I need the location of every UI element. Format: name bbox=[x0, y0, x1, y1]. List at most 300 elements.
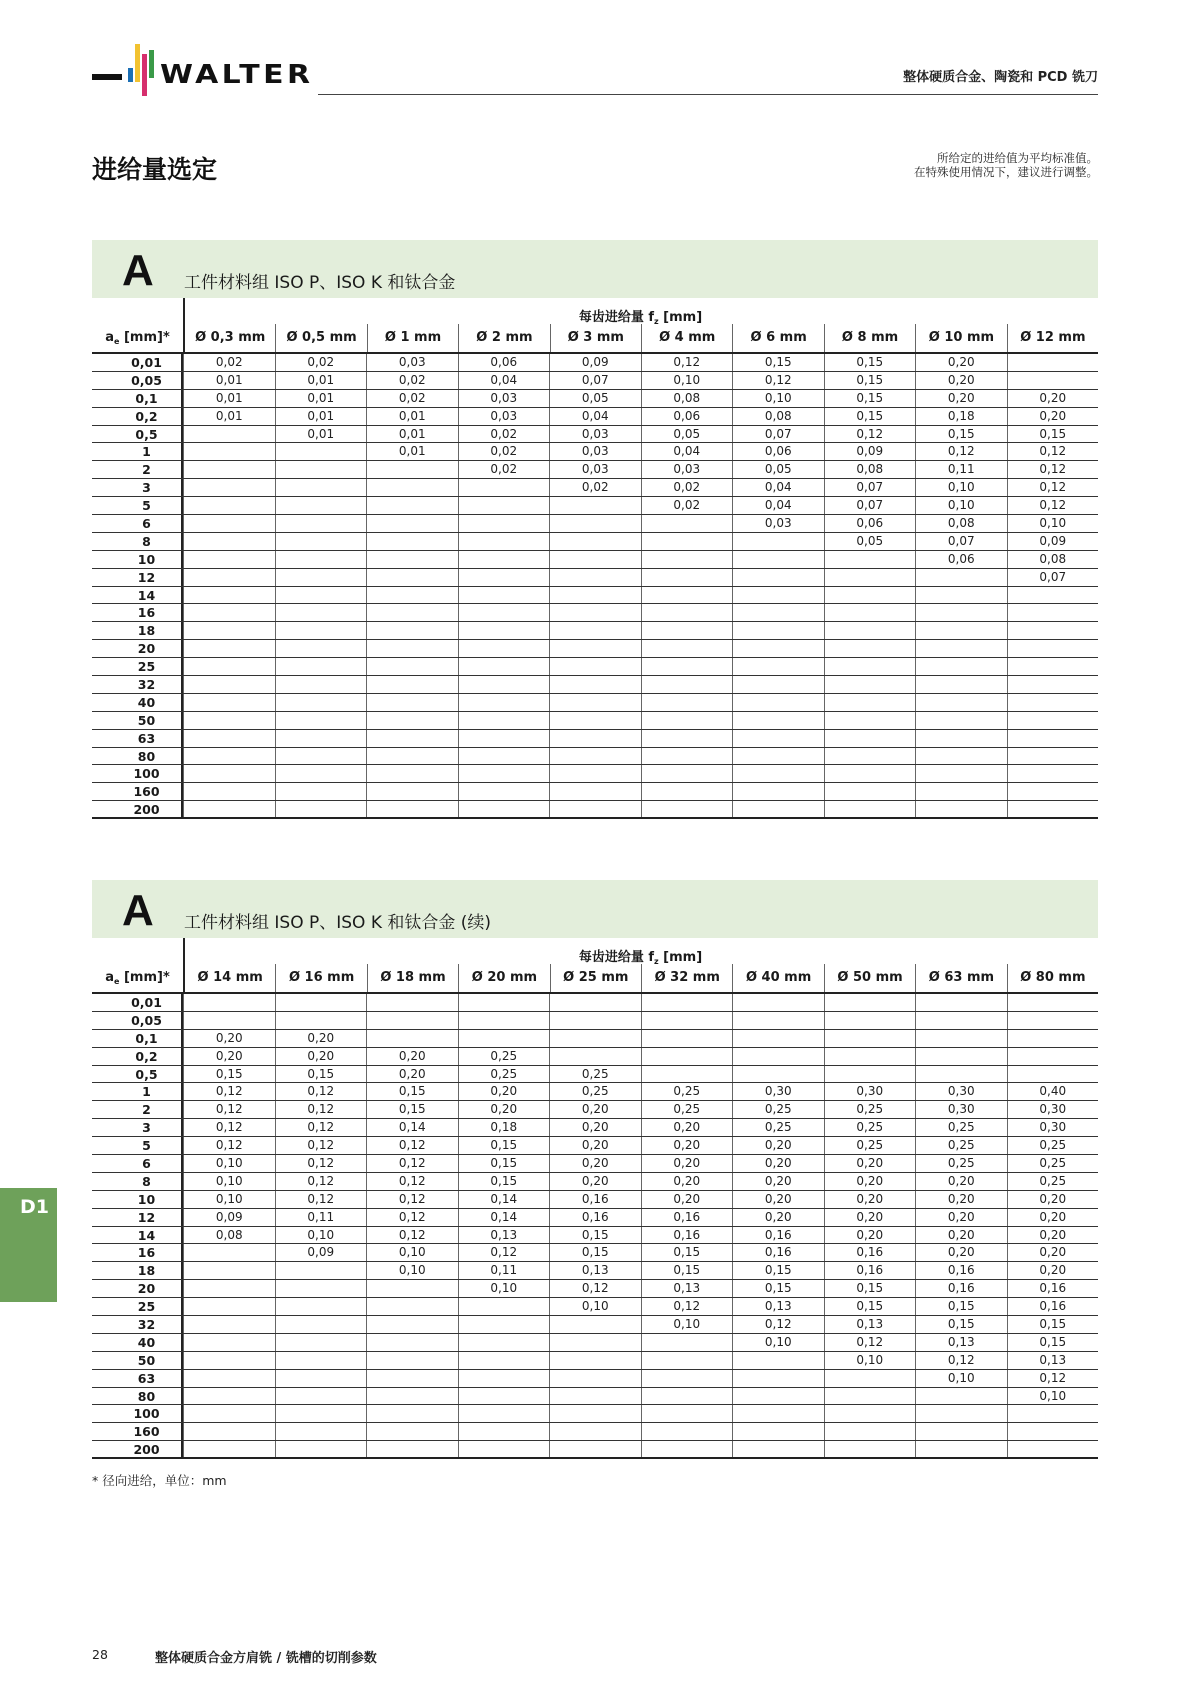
feed-value-cell bbox=[366, 658, 458, 675]
feed-value-cell bbox=[275, 1441, 367, 1457]
material-group-band bbox=[92, 240, 1098, 298]
table-row bbox=[92, 1262, 1098, 1280]
feed-value-cell bbox=[366, 765, 458, 782]
feed-value-cell bbox=[183, 569, 275, 586]
feed-value-cell bbox=[1007, 1030, 1099, 1047]
feed-value-cell bbox=[458, 694, 550, 711]
feed-value-cell: 0,20 bbox=[824, 1227, 916, 1244]
feed-value-cell bbox=[275, 676, 367, 693]
table-row bbox=[92, 1388, 1098, 1406]
feed-value-cell bbox=[458, 765, 550, 782]
feed-value-cell: 0,12 bbox=[183, 1119, 275, 1136]
feed-value-cell bbox=[824, 1388, 916, 1405]
ae-value: 100 bbox=[92, 1405, 183, 1422]
feed-value-cell bbox=[458, 658, 550, 675]
feed-value-cell: 0,20 bbox=[915, 1244, 1007, 1261]
column-header: Ø 0,3 mm bbox=[195, 330, 266, 345]
feed-value-cell: 0,10 bbox=[641, 372, 733, 389]
feed-value-cell bbox=[549, 994, 641, 1011]
feed-value-cell bbox=[641, 658, 733, 675]
feed-value-cell: 0,01 bbox=[275, 426, 367, 443]
feed-value-cell: 0,04 bbox=[732, 497, 824, 514]
feed-value-cell bbox=[549, 748, 641, 765]
feed-value-cell bbox=[458, 1441, 550, 1457]
feed-value-cell: 0,12 bbox=[1007, 497, 1099, 514]
feed-value-cell bbox=[1007, 712, 1099, 729]
ae-value: 3 bbox=[92, 1119, 183, 1136]
feed-value-cell: 0,12 bbox=[824, 426, 916, 443]
feed-value-cell: 0,02 bbox=[458, 443, 550, 460]
feed-value-cell: 0,13 bbox=[458, 1227, 550, 1244]
ae-value: 25 bbox=[92, 658, 183, 675]
feed-value-cell: 0,25 bbox=[641, 1101, 733, 1118]
feed-value-cell bbox=[549, 497, 641, 514]
feed-value-cell bbox=[183, 443, 275, 460]
feed-value-cell: 0,01 bbox=[183, 408, 275, 425]
ae-value: 16 bbox=[92, 1244, 183, 1261]
feed-value-cell bbox=[1007, 694, 1099, 711]
feed-value-cell bbox=[824, 551, 916, 568]
column-header: Ø 16 mm bbox=[275, 964, 366, 992]
feed-value-cell: 0,16 bbox=[915, 1280, 1007, 1297]
feed-value-cell: 0,08 bbox=[915, 515, 1007, 532]
feed-value-cell: 0,20 bbox=[183, 1048, 275, 1065]
feed-value-cell bbox=[824, 712, 916, 729]
feed-value-cell bbox=[824, 1012, 916, 1029]
feed-value-cell bbox=[549, 569, 641, 586]
feed-value-cell: 0,15 bbox=[732, 354, 824, 371]
feed-value-cell: 0,20 bbox=[275, 1030, 367, 1047]
feed-value-cell: 0,12 bbox=[1007, 479, 1099, 496]
feed-value-cell bbox=[549, 622, 641, 639]
feed-value-cell bbox=[549, 676, 641, 693]
feed-value-cell: 0,12 bbox=[732, 372, 824, 389]
feed-value-cell: 0,20 bbox=[549, 1155, 641, 1172]
feed-value-cell bbox=[366, 515, 458, 532]
feed-value-cell: 0,10 bbox=[458, 1280, 550, 1297]
feed-value-cell: 0,25 bbox=[732, 1101, 824, 1118]
ae-value: 1 bbox=[92, 443, 183, 460]
feed-value-cell bbox=[366, 587, 458, 604]
feed-value-cell: 0,20 bbox=[732, 1209, 824, 1226]
feed-value-cell bbox=[366, 1423, 458, 1440]
column-header: Ø 20 mm bbox=[458, 964, 549, 992]
feed-value-cell: 0,15 bbox=[366, 1101, 458, 1118]
feed-value-cell: 0,20 bbox=[915, 1191, 1007, 1208]
feed-value-cell: 0,20 bbox=[549, 1101, 641, 1118]
ae-value: 18 bbox=[92, 622, 183, 639]
feed-value-cell bbox=[275, 658, 367, 675]
feed-value-cell bbox=[915, 1012, 1007, 1029]
feed-value-cell: 0,05 bbox=[641, 426, 733, 443]
feed-value-cell bbox=[275, 730, 367, 747]
feed-value-cell bbox=[732, 694, 824, 711]
feed-value-cell bbox=[275, 1298, 367, 1315]
feed-value-cell: 0,10 bbox=[915, 497, 1007, 514]
ae-value: 20 bbox=[92, 1280, 183, 1297]
feed-value-cell: 0,04 bbox=[732, 479, 824, 496]
feed-value-cell bbox=[1007, 1012, 1099, 1029]
feed-value-cell bbox=[641, 640, 733, 657]
ae-value: 0,1 bbox=[92, 1030, 183, 1047]
feed-value-cell bbox=[275, 1012, 367, 1029]
feed-value-cell: 0,25 bbox=[458, 1066, 550, 1083]
column-header: Ø 10 mm bbox=[915, 324, 1006, 352]
feed-value-cell: 0,05 bbox=[824, 533, 916, 550]
feed-value-cell bbox=[824, 1405, 916, 1422]
feed-value-cell bbox=[183, 712, 275, 729]
feed-value-cell bbox=[824, 994, 916, 1011]
feed-value-cell: 0,18 bbox=[458, 1119, 550, 1136]
ae-value: 40 bbox=[92, 694, 183, 711]
feed-value-cell bbox=[549, 640, 641, 657]
ae-value: 63 bbox=[92, 730, 183, 747]
feed-value-cell bbox=[732, 587, 824, 604]
brand-wordmark: WALTER bbox=[160, 60, 314, 90]
table-row bbox=[92, 783, 1098, 801]
feed-value-cell bbox=[275, 694, 367, 711]
feed-value-cell bbox=[366, 676, 458, 693]
feed-value-cell: 0,13 bbox=[1007, 1352, 1099, 1369]
feed-value-cell: 0,15 bbox=[366, 1083, 458, 1100]
table-row bbox=[92, 1173, 1098, 1191]
table-row bbox=[92, 1316, 1098, 1334]
feed-value-cell: 0,20 bbox=[915, 1209, 1007, 1226]
feed-value-cell bbox=[732, 569, 824, 586]
feed-value-cell bbox=[458, 587, 550, 604]
feed-value-cell: 0,08 bbox=[641, 390, 733, 407]
feed-value-cell: 0,12 bbox=[458, 1244, 550, 1261]
feed-value-cell bbox=[732, 1441, 824, 1457]
feed-value-cell bbox=[366, 533, 458, 550]
table-row bbox=[92, 408, 1098, 426]
table-row bbox=[92, 1423, 1098, 1441]
feed-value-cell bbox=[641, 1066, 733, 1083]
ae-value: 0,05 bbox=[92, 1012, 183, 1029]
feed-value-cell bbox=[275, 640, 367, 657]
feed-value-cell: 0,20 bbox=[641, 1173, 733, 1190]
feed-value-cell: 0,15 bbox=[275, 1066, 367, 1083]
ae-value: 5 bbox=[92, 1137, 183, 1154]
feed-value-cell: 0,20 bbox=[641, 1155, 733, 1172]
feed-value-cell: 0,07 bbox=[824, 479, 916, 496]
feed-value-cell bbox=[641, 1370, 733, 1387]
table-row bbox=[92, 1030, 1098, 1048]
feed-value-cell bbox=[183, 1280, 275, 1297]
table-body bbox=[92, 994, 1098, 1459]
feed-value-cell: 0,15 bbox=[824, 1298, 916, 1315]
feed-value-cell bbox=[915, 640, 1007, 657]
feed-value-cell bbox=[458, 783, 550, 800]
feed-value-cell bbox=[458, 1012, 550, 1029]
feed-value-cell bbox=[824, 748, 916, 765]
feed-value-cell: 0,20 bbox=[183, 1030, 275, 1047]
feed-value-cell: 0,10 bbox=[824, 1352, 916, 1369]
feed-value-cell: 0,07 bbox=[915, 533, 1007, 550]
feed-value-cell bbox=[732, 712, 824, 729]
feed-value-cell: 0,25 bbox=[1007, 1155, 1099, 1172]
feed-value-cell bbox=[915, 994, 1007, 1011]
logo-bar-magenta bbox=[142, 54, 147, 96]
feed-value-cell bbox=[824, 1048, 916, 1065]
feed-value-cell bbox=[366, 461, 458, 478]
feed-value-cell bbox=[1007, 1048, 1099, 1065]
feed-value-cell bbox=[183, 515, 275, 532]
feed-value-cell: 0,12 bbox=[183, 1101, 275, 1118]
feed-value-cell bbox=[549, 1388, 641, 1405]
feed-value-cell bbox=[183, 1334, 275, 1351]
feed-value-cell bbox=[458, 497, 550, 514]
feed-value-cell: 0,20 bbox=[1007, 1227, 1099, 1244]
ae-value: 200 bbox=[92, 1441, 183, 1457]
feed-value-cell: 0,02 bbox=[458, 461, 550, 478]
table-row bbox=[92, 390, 1098, 408]
feed-value-cell: 0,15 bbox=[458, 1173, 550, 1190]
feed-value-cell: 0,03 bbox=[549, 426, 641, 443]
feed-value-cell bbox=[458, 1405, 550, 1422]
table-row bbox=[92, 1405, 1098, 1423]
feed-value-cell bbox=[549, 1405, 641, 1422]
feed-value-cell bbox=[641, 569, 733, 586]
feed-value-cell bbox=[183, 497, 275, 514]
feed-value-cell: 0,14 bbox=[366, 1119, 458, 1136]
feed-value-cell: 0,13 bbox=[824, 1316, 916, 1333]
column-header: Ø 6 mm bbox=[732, 324, 823, 352]
feed-value-cell bbox=[183, 622, 275, 639]
feed-value-cell: 0,11 bbox=[915, 461, 1007, 478]
feed-value-cell bbox=[732, 994, 824, 1011]
feed-value-cell: 0,25 bbox=[1007, 1173, 1099, 1190]
feed-value-cell bbox=[275, 1405, 367, 1422]
feed-value-cell bbox=[915, 1388, 1007, 1405]
feed-value-cell bbox=[824, 658, 916, 675]
feed-value-cell bbox=[1007, 372, 1099, 389]
feed-value-cell: 0,10 bbox=[641, 1316, 733, 1333]
ae-value: 5 bbox=[92, 497, 183, 514]
table-row bbox=[92, 426, 1098, 444]
feed-value-cell bbox=[641, 730, 733, 747]
feed-value-cell: 0,15 bbox=[915, 1298, 1007, 1315]
table-row bbox=[92, 1298, 1098, 1316]
feed-value-cell bbox=[275, 1316, 367, 1333]
feed-value-cell bbox=[1007, 783, 1099, 800]
feed-value-cell bbox=[732, 748, 824, 765]
feed-value-cell bbox=[641, 1334, 733, 1351]
feed-value-cell bbox=[1007, 1066, 1099, 1083]
feed-value-cell bbox=[732, 622, 824, 639]
feed-value-cell bbox=[183, 1244, 275, 1261]
feed-value-cell bbox=[915, 604, 1007, 621]
feed-value-cell bbox=[641, 1405, 733, 1422]
material-group-band bbox=[92, 880, 1098, 938]
feed-value-cell: 0,04 bbox=[458, 372, 550, 389]
feed-value-cell bbox=[549, 783, 641, 800]
feed-value-cell bbox=[183, 658, 275, 675]
table-row bbox=[92, 604, 1098, 622]
feed-value-cell: 0,04 bbox=[641, 443, 733, 460]
feed-value-cell bbox=[183, 730, 275, 747]
table-body bbox=[92, 354, 1098, 819]
feed-value-cell: 0,20 bbox=[641, 1137, 733, 1154]
ae-header: $a_e$ [mm]* bbox=[105, 970, 170, 986]
feed-value-cell: 0,10 bbox=[366, 1262, 458, 1279]
table-row bbox=[92, 694, 1098, 712]
feed-value-cell bbox=[275, 1352, 367, 1369]
feed-value-cell bbox=[1007, 640, 1099, 657]
feed-value-cell: 0,15 bbox=[458, 1155, 550, 1172]
feed-value-cell bbox=[366, 640, 458, 657]
feed-value-cell: 0,20 bbox=[915, 1173, 1007, 1190]
feed-value-cell bbox=[366, 551, 458, 568]
table-row bbox=[92, 1334, 1098, 1352]
feed-value-cell bbox=[915, 676, 1007, 693]
column-header: Ø 25 mm bbox=[550, 964, 641, 992]
feed-value-cell: 0,20 bbox=[1007, 1244, 1099, 1261]
feed-value-cell: 0,25 bbox=[824, 1137, 916, 1154]
feed-value-cell: 0,16 bbox=[641, 1227, 733, 1244]
feed-value-cell bbox=[275, 1334, 367, 1351]
feed-value-cell: 0,20 bbox=[824, 1191, 916, 1208]
feed-value-cell: 0,03 bbox=[549, 443, 641, 460]
column-header: Ø 2 mm bbox=[458, 324, 549, 352]
table-header bbox=[92, 938, 1098, 994]
ae-value: 160 bbox=[92, 1423, 183, 1440]
feed-value-cell: 0,12 bbox=[366, 1209, 458, 1226]
feed-value-cell: 0,25 bbox=[915, 1155, 1007, 1172]
feed-value-cell bbox=[732, 1012, 824, 1029]
feed-value-cell: 0,02 bbox=[366, 390, 458, 407]
footer-title: 整体硬质合金方肩铣 / 铣槽的切削参数 bbox=[155, 1651, 377, 1666]
feed-value-cell: 0,08 bbox=[1007, 551, 1099, 568]
feed-value-cell bbox=[366, 801, 458, 817]
feed-value-cell: 0,16 bbox=[732, 1244, 824, 1261]
feed-value-cell bbox=[275, 479, 367, 496]
feed-value-cell: 0,01 bbox=[183, 390, 275, 407]
feed-value-cell: 0,20 bbox=[732, 1155, 824, 1172]
feed-value-cell: 0,02 bbox=[275, 354, 367, 371]
feed-value-cell: 0,18 bbox=[915, 408, 1007, 425]
material-group-letter: A bbox=[122, 246, 154, 295]
feed-value-cell: 0,15 bbox=[1007, 1316, 1099, 1333]
feed-value-cell bbox=[183, 1388, 275, 1405]
feed-value-cell bbox=[366, 748, 458, 765]
feed-value-cell bbox=[732, 658, 824, 675]
feed-value-cell: 0,13 bbox=[549, 1262, 641, 1279]
feed-value-cell: 0,20 bbox=[824, 1155, 916, 1172]
feed-value-cell bbox=[549, 587, 641, 604]
feed-value-cell: 0,10 bbox=[275, 1227, 367, 1244]
feed-value-cell bbox=[183, 461, 275, 478]
feed-value-cell: 0,02 bbox=[549, 479, 641, 496]
feed-per-tooth-header: 每齿进给量 $f_z$ [mm] bbox=[578, 310, 703, 326]
feed-value-cell bbox=[549, 1370, 641, 1387]
table-row bbox=[92, 1209, 1098, 1227]
feed-value-cell: 0,08 bbox=[732, 408, 824, 425]
feed-value-cell bbox=[275, 497, 367, 514]
feed-value-cell bbox=[458, 712, 550, 729]
ae-value: 80 bbox=[92, 1388, 183, 1405]
feed-value-cell: 0,12 bbox=[915, 443, 1007, 460]
feed-value-cell: 0,03 bbox=[549, 461, 641, 478]
ae-value: 16 bbox=[92, 604, 183, 621]
feed-value-cell bbox=[732, 783, 824, 800]
feed-value-cell bbox=[1007, 1405, 1099, 1422]
feed-note-line1: 所给定的进给值为平均标准值。 bbox=[937, 151, 1098, 165]
feed-value-cell bbox=[458, 640, 550, 657]
feed-value-cell bbox=[915, 694, 1007, 711]
feed-value-cell bbox=[549, 1030, 641, 1047]
feed-value-cell: 0,20 bbox=[366, 1048, 458, 1065]
feed-value-cell bbox=[366, 479, 458, 496]
feed-value-cell bbox=[641, 1388, 733, 1405]
feed-value-cell: 0,12 bbox=[366, 1173, 458, 1190]
ae-value: 12 bbox=[92, 569, 183, 586]
table-row bbox=[92, 658, 1098, 676]
logo-bar-green bbox=[149, 50, 154, 78]
material-group-title: 工件材料组 ISO P、ISO K 和钛合金 (续) bbox=[184, 913, 492, 933]
feed-value-cell: 0,25 bbox=[732, 1119, 824, 1136]
feed-value-cell bbox=[915, 1423, 1007, 1440]
feed-value-cell bbox=[732, 533, 824, 550]
ae-value: 18 bbox=[92, 1262, 183, 1279]
feed-value-cell: 0,15 bbox=[732, 1280, 824, 1297]
feed-value-cell bbox=[366, 1298, 458, 1315]
feed-value-cell bbox=[824, 1441, 916, 1457]
feed-value-cell bbox=[915, 1048, 1007, 1065]
feed-value-cell: 0,30 bbox=[915, 1083, 1007, 1100]
feed-table-2 bbox=[92, 880, 1098, 1459]
feed-value-cell bbox=[915, 765, 1007, 782]
feed-value-cell: 0,20 bbox=[1007, 1191, 1099, 1208]
feed-value-cell: 0,10 bbox=[183, 1173, 275, 1190]
feed-value-cell bbox=[366, 1316, 458, 1333]
feed-value-cell: 0,06 bbox=[641, 408, 733, 425]
feed-value-cell: 0,02 bbox=[458, 426, 550, 443]
ae-value: 8 bbox=[92, 533, 183, 550]
feed-value-cell: 0,12 bbox=[824, 1334, 916, 1351]
feed-value-cell bbox=[549, 1352, 641, 1369]
feed-value-cell bbox=[1007, 765, 1099, 782]
feed-value-cell bbox=[183, 640, 275, 657]
feed-per-tooth-header: 每齿进给量 $f_z$ [mm] bbox=[578, 950, 703, 966]
logo-bar-blue bbox=[128, 68, 133, 82]
feed-value-cell bbox=[366, 1280, 458, 1297]
feed-value-cell bbox=[183, 1370, 275, 1387]
feed-value-cell bbox=[824, 622, 916, 639]
feed-value-cell: 0,15 bbox=[458, 1137, 550, 1154]
feed-value-cell: 0,12 bbox=[183, 1137, 275, 1154]
feed-value-cell: 0,12 bbox=[183, 1083, 275, 1100]
feed-value-cell bbox=[275, 515, 367, 532]
feed-value-cell bbox=[366, 994, 458, 1011]
feed-value-cell: 0,16 bbox=[641, 1209, 733, 1226]
feed-value-cell bbox=[366, 569, 458, 586]
feed-value-cell: 0,15 bbox=[732, 1262, 824, 1279]
feed-value-cell: 0,01 bbox=[275, 408, 367, 425]
feed-value-cell bbox=[824, 1066, 916, 1083]
feed-value-cell bbox=[366, 1370, 458, 1387]
feed-value-cell: 0,16 bbox=[549, 1191, 641, 1208]
feed-value-cell bbox=[915, 587, 1007, 604]
column-header: Ø 40 mm bbox=[732, 964, 823, 992]
feed-value-cell: 0,15 bbox=[1007, 426, 1099, 443]
feed-value-cell bbox=[458, 676, 550, 693]
feed-note bbox=[914, 151, 1098, 179]
feed-value-cell: 0,25 bbox=[549, 1083, 641, 1100]
feed-value-cell bbox=[641, 801, 733, 817]
feed-value-cell: 0,03 bbox=[458, 390, 550, 407]
feed-value-cell: 0,15 bbox=[183, 1066, 275, 1083]
